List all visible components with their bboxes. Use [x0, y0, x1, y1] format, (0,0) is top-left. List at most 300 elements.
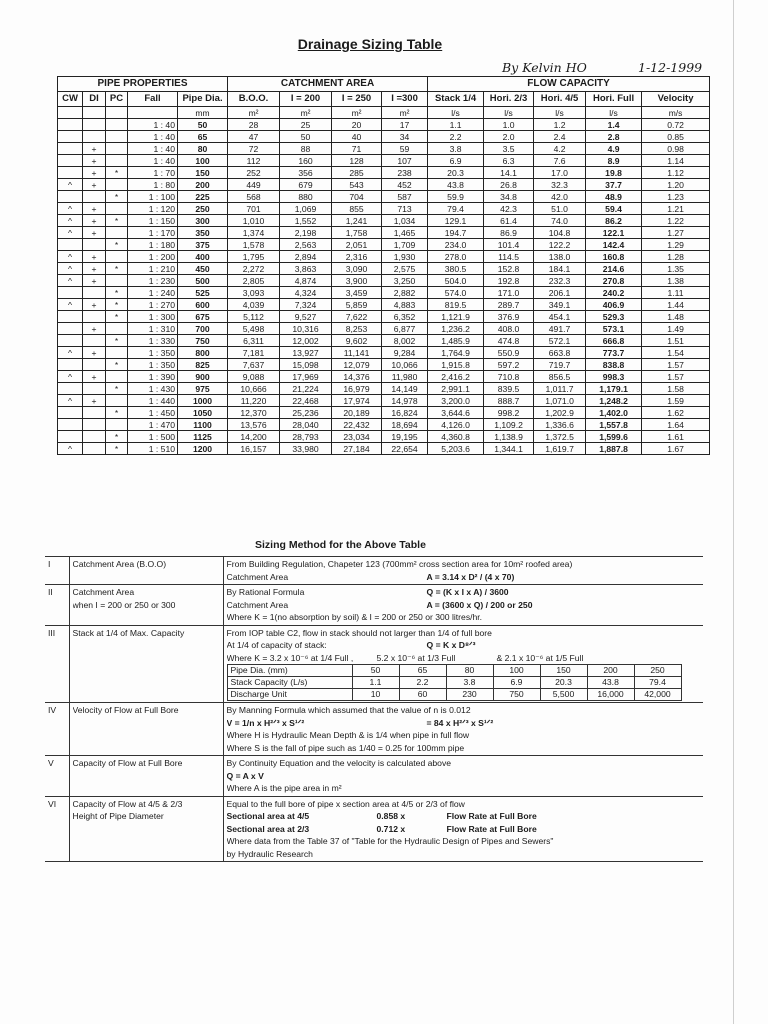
- cell-i300: 2,882: [382, 287, 428, 299]
- section-number: VI: [45, 796, 69, 862]
- cell-i300: 4,883: [382, 299, 428, 311]
- cell-hori-45: 32.3: [534, 179, 586, 191]
- cell-cw: [58, 359, 83, 371]
- cell-stack: 79.4: [428, 203, 484, 215]
- cell-i200: 22,468: [280, 395, 332, 407]
- cell-i300: 10,066: [382, 359, 428, 371]
- content-text: Q = A x V: [226, 770, 264, 781]
- cell-cw: [58, 431, 83, 443]
- cell-hori-45: 17.0: [534, 167, 586, 179]
- content-text: 5.2 x 10⁻⁶ at 1/3 Full: [376, 652, 456, 663]
- content-line: [227, 770, 701, 783]
- cell-fall: 1 : 430: [128, 383, 178, 395]
- content-text: By Continuity Equation and the velocity is calculated above: [226, 758, 452, 768]
- cell-i250: 7,622: [332, 311, 382, 323]
- cell-hori-23: 998.2: [484, 407, 534, 419]
- table-row: [58, 155, 710, 167]
- section-content: [223, 703, 703, 756]
- cell-pipe-dia: 150: [178, 167, 228, 179]
- cell-velocity: 1.28: [642, 251, 710, 263]
- cell-i250: 40: [332, 131, 382, 143]
- cell-i200: 50: [280, 131, 332, 143]
- cell-i250: 20,189: [332, 407, 382, 419]
- cell-pc: [106, 323, 128, 335]
- cell-velocity: 1.49: [642, 323, 710, 335]
- content-line: [227, 704, 701, 717]
- cell-hori-full: 529.3: [586, 311, 642, 323]
- content-text: From Building Regulation, Chapeter 123 (700mm² cross section area for 10m² roofed area): [226, 559, 573, 569]
- cell-i200: 2,198: [280, 227, 332, 239]
- cell-stack: 3,200.0: [428, 395, 484, 407]
- col-header-pipe-dia: Pipe Dia.: [178, 92, 228, 107]
- cell-hori-full: 240.2: [586, 287, 642, 299]
- cell-boo: 2,272: [228, 263, 280, 275]
- cell-stack: 6.9: [428, 155, 484, 167]
- cell-stack: 2,416.2: [428, 371, 484, 383]
- table-row: [58, 227, 710, 239]
- cell-hori-23: 2.0: [484, 131, 534, 143]
- cell-di: [83, 287, 106, 299]
- content-text: Sectional area at 4/5: [226, 811, 310, 821]
- cell-hori-23: 289.7: [484, 299, 534, 311]
- method-section: [45, 625, 703, 703]
- cell-hori-45: 1,372.5: [534, 431, 586, 443]
- cell-stack: 380.5: [428, 263, 484, 275]
- cell-hori-full: 406.9: [586, 299, 642, 311]
- section-label-line: Capacity of Flow at 4/5 & 2/3: [72, 798, 183, 809]
- section-content: [223, 796, 703, 862]
- section-label-line: Catchment Area (B.O.O): [72, 559, 167, 569]
- table-row: [58, 431, 710, 443]
- cell-di: [83, 311, 106, 323]
- cell-hori-23: 888.7: [484, 395, 534, 407]
- cell-boo: 10,666: [228, 383, 280, 395]
- cell-boo: 13,576: [228, 419, 280, 431]
- cell-i250: 3,459: [332, 287, 382, 299]
- cell-i300: 11,980: [382, 371, 428, 383]
- cell-hori-45: 1,619.7: [534, 443, 586, 455]
- content-text: by Hydraulic Research: [226, 848, 313, 859]
- cell-hori-full: 1,887.8: [586, 443, 642, 455]
- table-row: [58, 275, 710, 287]
- table-row: [58, 179, 710, 191]
- page-edge: [733, 0, 734, 1024]
- cell-i250: 1,241: [332, 215, 382, 227]
- unit-i300: m²: [382, 107, 428, 119]
- section-content: [223, 625, 703, 703]
- cell-hori-23: 408.0: [484, 323, 534, 335]
- content-text: Flow Rate at Full Bore: [446, 823, 537, 834]
- stack-capacity-table: [227, 664, 682, 701]
- cell-stack: 1,764.9: [428, 347, 484, 359]
- cell-hori-full: 160.8: [586, 251, 642, 263]
- cell-i250: 3,090: [332, 263, 382, 275]
- unit-stack: l/s: [428, 107, 484, 119]
- cell-hori-45: 4.2: [534, 143, 586, 155]
- col-header-stack: Stack 1/4: [428, 92, 484, 107]
- cell-pc: [106, 179, 128, 191]
- cell-pipe-dia: 700: [178, 323, 228, 335]
- cell-di: [83, 419, 106, 431]
- document-date: 1-12-1999: [638, 60, 703, 75]
- content-text: Sectional area at 2/3: [226, 823, 310, 834]
- col-header-hori-45: Hori. 4/5: [534, 92, 586, 107]
- cell-cw: ^: [58, 275, 83, 287]
- stack-table-label: Discharge Unit: [227, 689, 352, 701]
- cell-i200: 17,969: [280, 371, 332, 383]
- cell-fall: 1 : 170: [128, 227, 178, 239]
- cell-di: +: [83, 299, 106, 311]
- cell-di: +: [83, 227, 106, 239]
- cell-i300: 14,978: [382, 395, 428, 407]
- cell-stack: 43.8: [428, 179, 484, 191]
- cell-stack: 59.9: [428, 191, 484, 203]
- section-number: II: [45, 585, 69, 626]
- cell-boo: 1,795: [228, 251, 280, 263]
- cell-i300: 3,250: [382, 275, 428, 287]
- cell-cw: ^: [58, 203, 83, 215]
- author-signature: By Kelvin HO: [502, 60, 587, 75]
- cell-hori-full: 773.7: [586, 347, 642, 359]
- cell-boo: 4,039: [228, 299, 280, 311]
- table-row: [58, 347, 710, 359]
- cell-cw: [58, 155, 83, 167]
- cell-i200: 28,040: [280, 419, 332, 431]
- cell-pc: *: [106, 167, 128, 179]
- table-row: [58, 167, 710, 179]
- col-header-boo: B.O.O.: [228, 92, 280, 107]
- cell-pipe-dia: 750: [178, 335, 228, 347]
- cell-pc: *: [106, 431, 128, 443]
- cell-di: [83, 131, 106, 143]
- cell-i250: 1,758: [332, 227, 382, 239]
- content-line: [227, 810, 701, 823]
- cell-stack: 1,915.8: [428, 359, 484, 371]
- cell-hori-23: 550.9: [484, 347, 534, 359]
- stack-table-cell: 10: [352, 689, 399, 701]
- cell-velocity: 1.57: [642, 371, 710, 383]
- cell-stack: 1.1: [428, 119, 484, 131]
- cell-boo: 5,112: [228, 311, 280, 323]
- cell-pipe-dia: 400: [178, 251, 228, 263]
- cell-hori-45: 2.4: [534, 131, 586, 143]
- cell-pipe-dia: 300: [178, 215, 228, 227]
- cell-hori-45: 7.6: [534, 155, 586, 167]
- cell-pipe-dia: 825: [178, 359, 228, 371]
- section-label-line: Catchment Area: [72, 587, 135, 597]
- cell-i250: 22,432: [332, 419, 382, 431]
- cell-pc: [106, 131, 128, 143]
- unit-row: [58, 107, 710, 119]
- cell-i300: 17: [382, 119, 428, 131]
- cell-fall: 1 : 100: [128, 191, 178, 203]
- cell-hori-23: 86.9: [484, 227, 534, 239]
- content-line: [227, 729, 701, 742]
- cell-pipe-dia: 675: [178, 311, 228, 323]
- column-header-row: [58, 92, 710, 107]
- cell-pc: *: [106, 407, 128, 419]
- cell-velocity: 1.14: [642, 155, 710, 167]
- cell-di: [83, 431, 106, 443]
- cell-cw: ^: [58, 395, 83, 407]
- content-text: Where A is the pipe area in m²: [226, 783, 342, 793]
- cell-hori-23: 14.1: [484, 167, 534, 179]
- cell-velocity: 1.51: [642, 335, 710, 347]
- cell-hori-23: 3.5: [484, 143, 534, 155]
- cell-cw: ^: [58, 371, 83, 383]
- content-text: Q = K x D⁸ᐟ³: [426, 640, 476, 650]
- cell-i200: 25,236: [280, 407, 332, 419]
- content-text: & 2.1 x 10⁻⁶ at 1/5 Full: [496, 652, 584, 663]
- cell-stack: 20.3: [428, 167, 484, 179]
- cell-di: [83, 383, 106, 395]
- cell-fall: 1 : 240: [128, 287, 178, 299]
- method-section: [45, 703, 703, 756]
- cell-i300: 1,034: [382, 215, 428, 227]
- cell-pc: *: [106, 299, 128, 311]
- unit-boo: m²: [228, 107, 280, 119]
- method-section: [45, 557, 703, 585]
- content-text: By Rational Formula: [226, 587, 305, 597]
- cell-hori-23: 1,344.1: [484, 443, 534, 455]
- stack-table-cell: 50: [352, 665, 399, 677]
- content-line: [227, 558, 701, 571]
- cell-stack: 3,644.6: [428, 407, 484, 419]
- cell-boo: 9,088: [228, 371, 280, 383]
- cell-i300: 452: [382, 179, 428, 191]
- cell-boo: 16,157: [228, 443, 280, 455]
- cell-cw: [58, 311, 83, 323]
- cell-i250: 8,253: [332, 323, 382, 335]
- cell-hori-23: 61.4: [484, 215, 534, 227]
- cell-i250: 2,051: [332, 239, 382, 251]
- cell-velocity: 1.11: [642, 287, 710, 299]
- cell-fall: 1 : 310: [128, 323, 178, 335]
- table-row: [58, 299, 710, 311]
- table-row: [58, 191, 710, 203]
- content-line: [227, 652, 701, 665]
- table-row: [58, 203, 710, 215]
- cell-pc: [106, 275, 128, 287]
- cell-hori-23: 42.3: [484, 203, 534, 215]
- cell-hori-23: 6.3: [484, 155, 534, 167]
- cell-i200: 4,324: [280, 287, 332, 299]
- content-line: [227, 798, 701, 811]
- cell-i300: 34: [382, 131, 428, 143]
- document-title: Drainage Sizing Table: [297, 36, 443, 52]
- cell-i250: 3,900: [332, 275, 382, 287]
- cell-hori-full: 86.2: [586, 215, 642, 227]
- col-header-i250: I = 250: [332, 92, 382, 107]
- cell-i300: 6,352: [382, 311, 428, 323]
- section-label-line: Stack at 1/4 of Max. Capacity: [72, 627, 185, 638]
- col-header-hori-full: Hori. Full: [586, 92, 642, 107]
- cell-stack: 4,360.8: [428, 431, 484, 443]
- content-line: [227, 627, 701, 640]
- table-row: [58, 131, 710, 143]
- cell-hori-full: 19.8: [586, 167, 642, 179]
- table-row: [58, 443, 710, 455]
- cell-hori-full: 838.8: [586, 359, 642, 371]
- cell-pc: *: [106, 287, 128, 299]
- cell-stack: 1,485.9: [428, 335, 484, 347]
- section-content: [223, 557, 703, 585]
- table-row: [58, 371, 710, 383]
- cell-hori-full: 142.4: [586, 239, 642, 251]
- cell-pc: *: [106, 263, 128, 275]
- section-number: V: [45, 756, 69, 797]
- cell-i250: 16,979: [332, 383, 382, 395]
- cell-hori-45: 1,336.6: [534, 419, 586, 431]
- col-header-fall: Fall: [128, 92, 178, 107]
- cell-pipe-dia: 350: [178, 227, 228, 239]
- cell-hori-45: 491.7: [534, 323, 586, 335]
- cell-i200: 880: [280, 191, 332, 203]
- cell-pc: [106, 419, 128, 431]
- content-text: At 1/4 of capacity of stack:: [226, 640, 327, 650]
- cell-pc: [106, 143, 128, 155]
- cell-hori-23: 152.8: [484, 263, 534, 275]
- stack-table-cell: 42,000: [634, 689, 681, 701]
- cell-pc: *: [106, 239, 128, 251]
- cell-di: +: [83, 395, 106, 407]
- cell-hori-45: 349.1: [534, 299, 586, 311]
- cell-pc: [106, 371, 128, 383]
- cell-hori-full: 998.3: [586, 371, 642, 383]
- cell-di: +: [83, 167, 106, 179]
- table-row: [58, 263, 710, 275]
- content-text: 0.712 x: [376, 823, 406, 834]
- cell-di: [83, 191, 106, 203]
- method-subtitle: Sizing Method for the Above Table: [255, 539, 426, 551]
- cell-hori-full: 2.8: [586, 131, 642, 143]
- cell-i250: 17,974: [332, 395, 382, 407]
- cell-di: +: [83, 263, 106, 275]
- cell-boo: 14,200: [228, 431, 280, 443]
- cell-i250: 9,602: [332, 335, 382, 347]
- col-header-i300: I =300: [382, 92, 428, 107]
- cell-i250: 23,034: [332, 431, 382, 443]
- section-label: [69, 625, 223, 703]
- section-number: I: [45, 557, 69, 585]
- content-line: [227, 599, 701, 612]
- cell-hori-45: 122.2: [534, 239, 586, 251]
- cell-cw: [58, 239, 83, 251]
- cell-pc: *: [106, 191, 128, 203]
- col-header-pc: PC: [106, 92, 128, 107]
- cell-velocity: 1.54: [642, 347, 710, 359]
- cell-pipe-dia: 65: [178, 131, 228, 143]
- unit-velocity: m/s: [642, 107, 710, 119]
- cell-di: [83, 239, 106, 251]
- unit-hori-45: l/s: [534, 107, 586, 119]
- cell-fall: 1 : 40: [128, 119, 178, 131]
- cell-i300: 59: [382, 143, 428, 155]
- cell-velocity: 1.62: [642, 407, 710, 419]
- stack-table-cell: 43.8: [587, 677, 634, 689]
- cell-di: [83, 407, 106, 419]
- cell-pc: [106, 203, 128, 215]
- cell-hori-45: 1,011.7: [534, 383, 586, 395]
- content-text: Where H is Hydraulic Mean Depth & is 1/4 when pipe in full flow: [226, 730, 470, 740]
- cell-fall: 1 : 440: [128, 395, 178, 407]
- content-line: [227, 611, 701, 624]
- cell-fall: 1 : 350: [128, 359, 178, 371]
- stack-table-cell: 230: [446, 689, 493, 701]
- cell-fall: 1 : 120: [128, 203, 178, 215]
- cell-i200: 9,527: [280, 311, 332, 323]
- cell-boo: 449: [228, 179, 280, 191]
- group-header-catchment-area: CATCHMENT AREA: [228, 77, 428, 92]
- stack-table-cell: 1.1: [352, 677, 399, 689]
- stack-table-cell: 200: [587, 665, 634, 677]
- cell-i250: 71: [332, 143, 382, 155]
- cell-pipe-dia: 1200: [178, 443, 228, 455]
- cell-pc: [106, 395, 128, 407]
- cell-stack: 2.2: [428, 131, 484, 143]
- content-line: [227, 782, 701, 795]
- cell-i300: 1,930: [382, 251, 428, 263]
- unit-pc: [106, 107, 128, 119]
- cell-pc: [106, 119, 128, 131]
- cell-hori-45: 138.0: [534, 251, 586, 263]
- stack-table-cell: 150: [540, 665, 587, 677]
- content-text: V = 1/n x H²ᐟ³ x S¹ᐟ²: [226, 717, 305, 728]
- cell-i250: 704: [332, 191, 382, 203]
- cell-hori-45: 232.3: [534, 275, 586, 287]
- cell-cw: [58, 419, 83, 431]
- cell-stack: 574.0: [428, 287, 484, 299]
- cell-cw: [58, 143, 83, 155]
- unit-i200: m²: [280, 107, 332, 119]
- cell-hori-full: 59.4: [586, 203, 642, 215]
- table-row: [58, 215, 710, 227]
- cell-cw: ^: [58, 299, 83, 311]
- cell-fall: 1 : 470: [128, 419, 178, 431]
- cell-stack: 194.7: [428, 227, 484, 239]
- stack-table-row: [227, 665, 681, 677]
- cell-i250: 2,316: [332, 251, 382, 263]
- cell-hori-23: 26.8: [484, 179, 534, 191]
- col-header-hori-23: Hori. 2/3: [484, 92, 534, 107]
- cell-pipe-dia: 450: [178, 263, 228, 275]
- cell-pipe-dia: 975: [178, 383, 228, 395]
- cell-fall: 1 : 80: [128, 179, 178, 191]
- cell-cw: [58, 287, 83, 299]
- cell-di: +: [83, 251, 106, 263]
- cell-hori-45: 719.7: [534, 359, 586, 371]
- content-text: From IOP table C2, flow in stack should not larger than 1/4 of full bore: [226, 627, 492, 638]
- cell-boo: 112: [228, 155, 280, 167]
- cell-i200: 13,927: [280, 347, 332, 359]
- cell-velocity: 1.59: [642, 395, 710, 407]
- cell-pc: *: [106, 335, 128, 347]
- cell-i200: 679: [280, 179, 332, 191]
- content-text: Catchment Area: [226, 599, 289, 610]
- cell-velocity: 1.22: [642, 215, 710, 227]
- unit-i250: m²: [332, 107, 382, 119]
- content-text: Flow Rate at Full Bore: [446, 811, 537, 821]
- cell-hori-45: 856.5: [534, 371, 586, 383]
- cell-i300: 19,195: [382, 431, 428, 443]
- stack-table-cell: 100: [493, 665, 540, 677]
- cell-boo: 72: [228, 143, 280, 155]
- cell-di: +: [83, 275, 106, 287]
- cell-hori-23: 34.8: [484, 191, 534, 203]
- cell-hori-45: 51.0: [534, 203, 586, 215]
- section-label: [69, 585, 223, 626]
- cell-i200: 4,874: [280, 275, 332, 287]
